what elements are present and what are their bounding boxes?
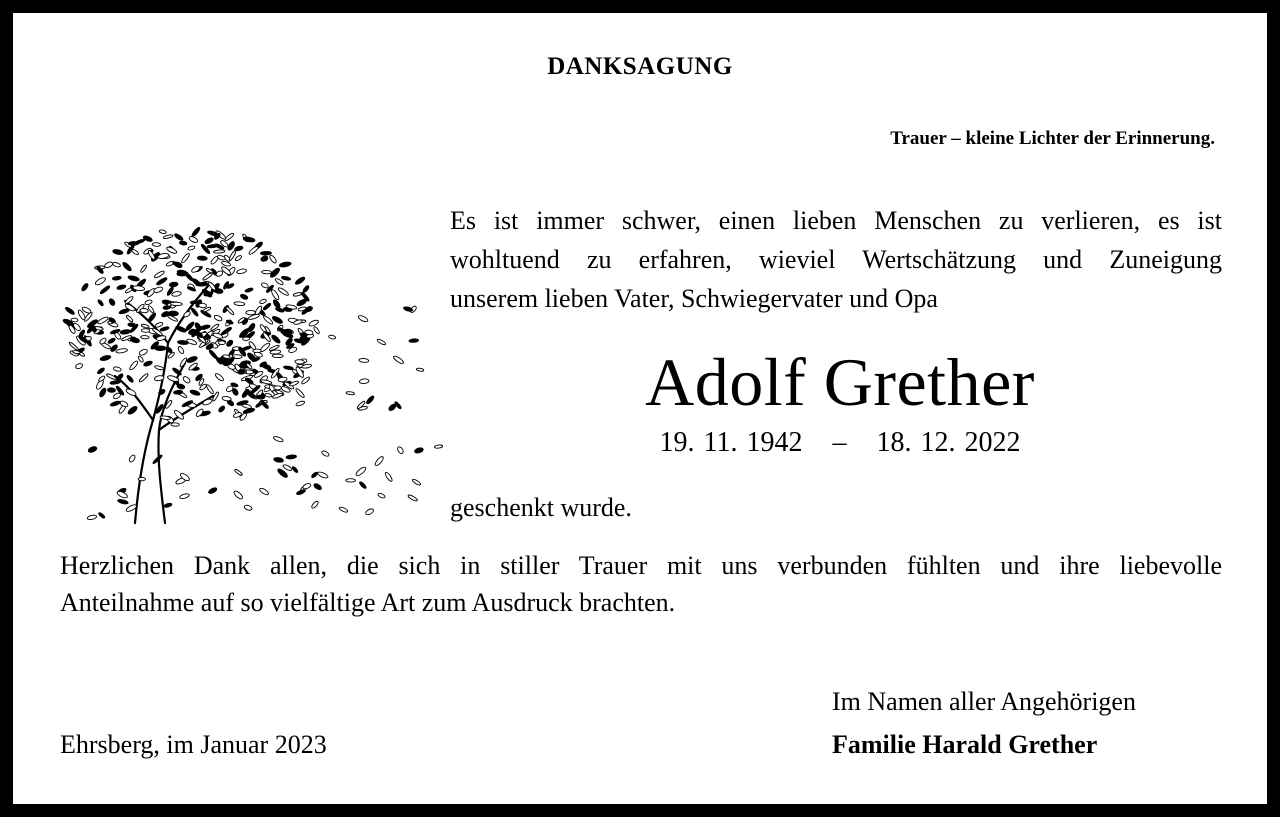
leaf-shape [87,446,97,454]
leaf-shape [416,368,424,372]
leaf-shape [199,324,210,330]
leaf-shape [141,324,150,329]
leaf-shape [120,329,131,335]
leaf-shape [128,323,136,327]
leaf-shape [412,478,422,486]
leaf-shape [126,375,134,384]
leaf-shape [108,298,116,307]
leaf-shape [238,369,246,375]
leaf-shape [295,400,305,406]
leaf-shape [159,229,167,234]
leaf-shape [409,339,419,343]
leaf-shape [243,337,250,341]
thanks-line: Herzlichen Dank allen, die sich in stiller Trauer mit uns verbunden fühlten und ihre liebevolle [60,551,1222,580]
leaf-shape [81,283,89,292]
leaf-shape [170,302,182,306]
windblown-tree-icon [43,198,443,528]
leaf-shape [112,276,121,281]
leaf-shape [294,276,305,286]
leaf-shape [184,272,194,282]
leaf-shape [97,316,109,325]
life-dates [580,427,1100,459]
leaf-shape [98,375,106,382]
leaf-shape [274,386,281,390]
leaf-shape [260,251,271,255]
leaf-shape [214,372,224,381]
leaf-shape [248,245,259,255]
leaf-shape [107,337,116,344]
leaf-shape [131,248,139,255]
leaf-shape [272,354,283,358]
leaf-shape [434,445,443,449]
leaf-shape [126,315,134,323]
leaf-shape [100,355,112,362]
leaf-shape [355,466,367,477]
leaf-shape [182,375,191,384]
leaf-shape [208,349,218,359]
motto: Trauer – kleine Lichter der Erinnerung. [890,128,1215,149]
leaf-shape [191,226,201,237]
leaf-shape [346,391,355,395]
leaf-shape [388,403,397,412]
leaf-shape [234,245,243,251]
leaf-shape [106,373,117,380]
leaf-shape [160,326,170,332]
leaf-shape [171,291,181,297]
leaf-shape [130,337,140,344]
leaf-shape [198,303,206,308]
leaf-shape [302,482,311,490]
leaf-shape [202,398,213,406]
leaf-shape [226,339,234,347]
leaf-shape [143,360,153,367]
leaf-shape [129,360,139,371]
leaf-shape [152,454,163,464]
leaf-shape [279,261,291,268]
leaf-shape [204,237,214,245]
leaf-shape [291,466,298,474]
deceased-name: Adolf Grether [645,344,1035,420]
leaf-shape [407,494,418,502]
leaf-shape [233,490,244,500]
leaf-shape [97,299,104,306]
leaf-shape [272,299,281,310]
leaf-shape [262,270,272,274]
leaf-shape [240,293,249,300]
leaf-shape [115,373,124,382]
leaf-shape [116,348,128,354]
leaf-shape [213,314,222,322]
leaf-shape [152,242,161,246]
leaf-shape [163,234,173,239]
leaf-shape [281,276,291,281]
leaf-shape [98,512,105,519]
leaf-shape [403,306,413,312]
leaf-shape [154,365,164,371]
leaf-shape [393,355,405,365]
leaf-shape [213,250,225,254]
leaf-shape [260,379,272,385]
leaf-shape [256,395,265,399]
leaf-shape [141,329,149,333]
leaf-shape [302,285,310,294]
leaf-shape [358,314,369,322]
leaf-shape [273,457,283,463]
leaf-shape [260,255,268,262]
leaf-shape [172,261,181,266]
leaf-shape [365,508,375,516]
leaf-shape [179,241,187,246]
leaf-shape [339,506,349,513]
leaf-shape [208,487,218,495]
leaf-shape [243,408,255,415]
signature-line-2: Familie Harald Grether [832,730,1098,759]
signature-line-1: Im Namen aller Angehörigen [832,687,1136,716]
leaf-shape [262,315,273,325]
leaf-shape [177,346,185,355]
leaf-shape [236,268,246,274]
leaf-shape [234,301,245,306]
leaf-shape [138,373,149,383]
leaf-shape [215,270,223,277]
leaf-shape [263,302,272,310]
leaf-shape [210,255,219,265]
leaf-shape [377,492,385,499]
leaf-shape [113,366,121,372]
leaf-shape [171,423,180,427]
leaf-shape [414,447,424,454]
leaf-shape [65,306,76,315]
leaf-shape [265,393,273,398]
leaf-shape [191,307,199,316]
leaf-shape [191,265,201,273]
leaf-shape [181,253,191,264]
leaf-shape [270,350,281,355]
leaf-shape [122,261,133,272]
leaf-shape [234,255,242,262]
leaf-shape [112,262,121,268]
leaf-shape [94,276,106,286]
leaf-shape [241,346,251,352]
leaf-shape [128,241,139,245]
leaf-shape [163,503,172,509]
leaf-shape [271,334,282,344]
leaf-shape [321,450,330,457]
leaf-shape [125,388,137,397]
leaf-shape [99,285,110,295]
leaf-shape [154,346,166,351]
leaf-shape [137,355,144,363]
leaf-shape [293,292,302,297]
leaf-shape [246,310,256,314]
leaf-shape [156,277,168,286]
leaf-shape [104,261,114,269]
leaf-shape [374,455,385,466]
leaf-shape [328,335,336,340]
leaf-shape [359,481,367,489]
leaf-shape [313,483,323,491]
leaf-shape [308,319,319,327]
intro-line: unserem lieben Vater, Schwiegervater und Opa [450,284,938,313]
intro-text [450,201,1222,318]
leaf-shape [147,305,155,314]
leaf-shape [222,396,232,401]
leaf-shape [244,504,253,511]
leaf-shape [158,388,166,395]
leaf-shape [273,435,284,442]
leaf-shape [186,355,198,363]
leaf-shape [110,400,121,407]
intro-line: wohltuend zu erfahren, wieviel Wertschätzung und Zuneigung [450,245,1222,274]
leaf-shape [218,341,225,345]
leaf-shape [218,405,226,413]
leaf-shape [168,311,178,316]
leaf-shape [313,326,320,335]
leaf-shape [247,322,256,332]
leaf-shape [138,477,145,481]
leaf-shape [154,270,165,279]
leaf-shape [207,244,218,248]
leaf-shape [269,254,278,264]
leaf-shape [346,479,356,482]
place-date: Ehrsberg, im Januar 2023 [60,730,327,759]
leaf-shape [144,299,152,305]
leaf-shape [140,264,148,273]
leaf-shape [147,312,157,323]
leaf-shape [282,464,292,472]
leaf-shape [259,298,267,304]
leaf-shape [174,233,184,242]
leaf-shape [141,335,150,339]
birth-date: 19. 11. 1942 [659,427,803,458]
leaf-shape [173,390,182,394]
leaf-shape [359,378,369,384]
leaf-shape [359,358,369,363]
leaf-shape [87,514,97,520]
leaf-shape [127,405,138,415]
leaf-shape [396,446,404,455]
leaf-shape [107,388,115,393]
leaf-shape [283,365,293,370]
leaf-shape [311,500,320,509]
leaf-shape [68,341,79,351]
leaf-shape [175,325,187,333]
leaf-shape [277,287,289,297]
heading: DANKSAGUNG [547,53,733,80]
leaf-shape [311,471,319,478]
leaf-shape [128,454,136,463]
leaf-shape [169,282,178,288]
leaf-shape [190,389,201,396]
leaf-shape [377,338,387,345]
leaf-shape [153,286,163,294]
leaf-shape [117,499,128,505]
leaf-shape [295,388,305,399]
leaf-shape [317,471,329,479]
gift-line: geschenkt wurde. [450,493,632,522]
leaf-shape [179,493,190,499]
leaf-shape [187,245,195,250]
leaf-shape [183,310,191,318]
leaf-shape [271,315,283,325]
leaf-shape [116,284,126,290]
leaf-shape [155,321,164,328]
leaf-shape [197,256,207,261]
thanks-line: Anteilnahme auf so vielfältige Art zum Ausdruck brachten. [60,588,676,617]
leaf-shape [286,454,297,459]
leaf-shape [97,367,106,375]
intro-line: Es ist immer schwer, einen lieben Menschen zu verlieren, es ist [450,206,1222,235]
death-date: 18. 12. 2022 [876,427,1021,458]
leaf-shape [384,471,393,482]
leaf-shape [243,236,255,242]
obituary-card [13,13,1267,804]
leaf-shape [138,348,148,356]
date-dash: – [832,427,847,458]
leaf-shape [140,308,149,313]
leaf-shape [75,363,83,370]
thanks-text [60,547,1222,621]
leaf-shape [128,275,140,282]
leaf-shape [119,400,128,408]
leaf-shape [259,487,270,496]
leaf-shape [112,249,123,255]
leaf-shape [261,282,269,289]
leaf-shape [245,287,254,292]
leaf-shape [234,469,243,477]
leaf-shape [295,359,305,364]
leaf-shape [366,395,375,405]
